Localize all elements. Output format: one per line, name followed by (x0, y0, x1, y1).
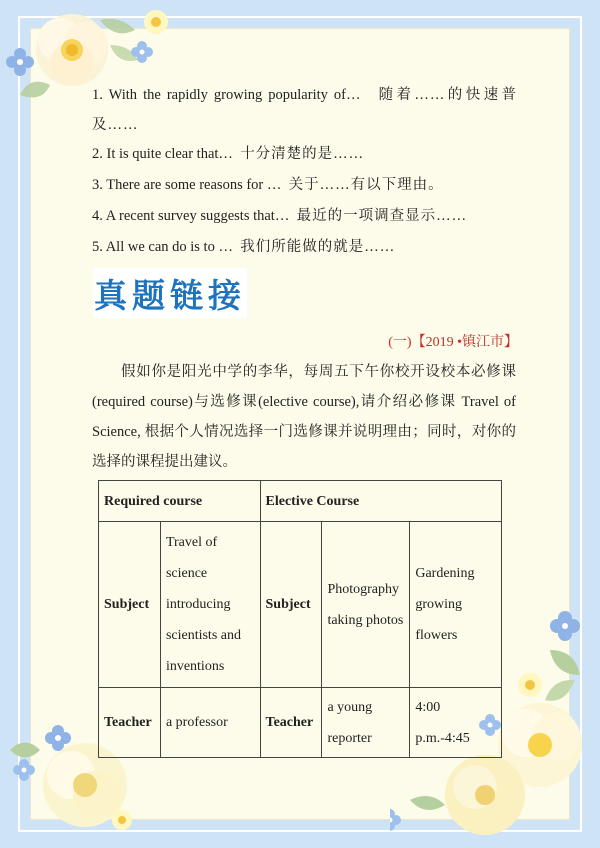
elective-teacher-2-cell: 4:00 p.m.-4:45 (410, 688, 502, 758)
phrase-english: 3. There are some reasons for … (92, 177, 282, 193)
phrase-english: 5. All we can do is to … (92, 239, 233, 255)
teacher-label-elective: Teacher (260, 688, 322, 758)
table-row-subject (99, 522, 502, 688)
phrase-english: 1. With the rapidly growing popularity of… (92, 87, 361, 103)
elective-teacher-1-cell: a young reporter (322, 688, 410, 758)
teacher-label: Teacher (99, 688, 161, 758)
phrase-item-3 (92, 175, 444, 195)
required-subject-cell: Travel of science introducing scientists and inventions (160, 522, 260, 688)
phrase-chinese: 随着……的快速普及…… (92, 87, 518, 133)
banner-title: 真题链接 (94, 275, 246, 315)
section-banner (93, 268, 247, 318)
table-header-row (99, 481, 502, 522)
phrase-item-4 (92, 206, 467, 226)
phrase-chinese: 十分清楚的是…… (240, 146, 365, 162)
phrase-chinese: 最近的一项调查显示…… (296, 208, 468, 224)
elective-course-header: Elective Course (260, 481, 501, 522)
task-prompt: 假如你是阳光中学的李华，每周五下午你校开设校本必修课(required course)与选修课(elective course),请介绍必修课 Travel of Science, 根据个人情况选择一门选修课并说明理由；同时，对你的选择的课程提出建议。 (92, 364, 516, 470)
phrase-english: 4. A recent survey suggests that… (92, 208, 290, 224)
phrase-chinese: 关于……有以下理由。 (288, 177, 444, 193)
phrase-english: 2. It is quite clear that… (92, 146, 233, 162)
exam-source: (一)【2019 •镇江市】 (388, 335, 518, 350)
course-table (98, 480, 502, 758)
elective-subject-2-cell: Gardening growing flowers (410, 522, 502, 688)
required-teacher-cell: a professor (160, 688, 260, 758)
subject-label-elective: Subject (260, 522, 322, 688)
required-course-header: Required course (99, 481, 261, 522)
table-row-teacher (99, 688, 502, 758)
phrase-item-2 (92, 144, 364, 164)
phrase-chinese: 我们所能做的就是…… (240, 239, 396, 255)
phrase-item-5 (92, 237, 395, 257)
subject-label: Subject (99, 522, 161, 688)
elective-subject-1-cell: Photography taking photos (322, 522, 410, 688)
phrase-item-1 (92, 80, 517, 140)
